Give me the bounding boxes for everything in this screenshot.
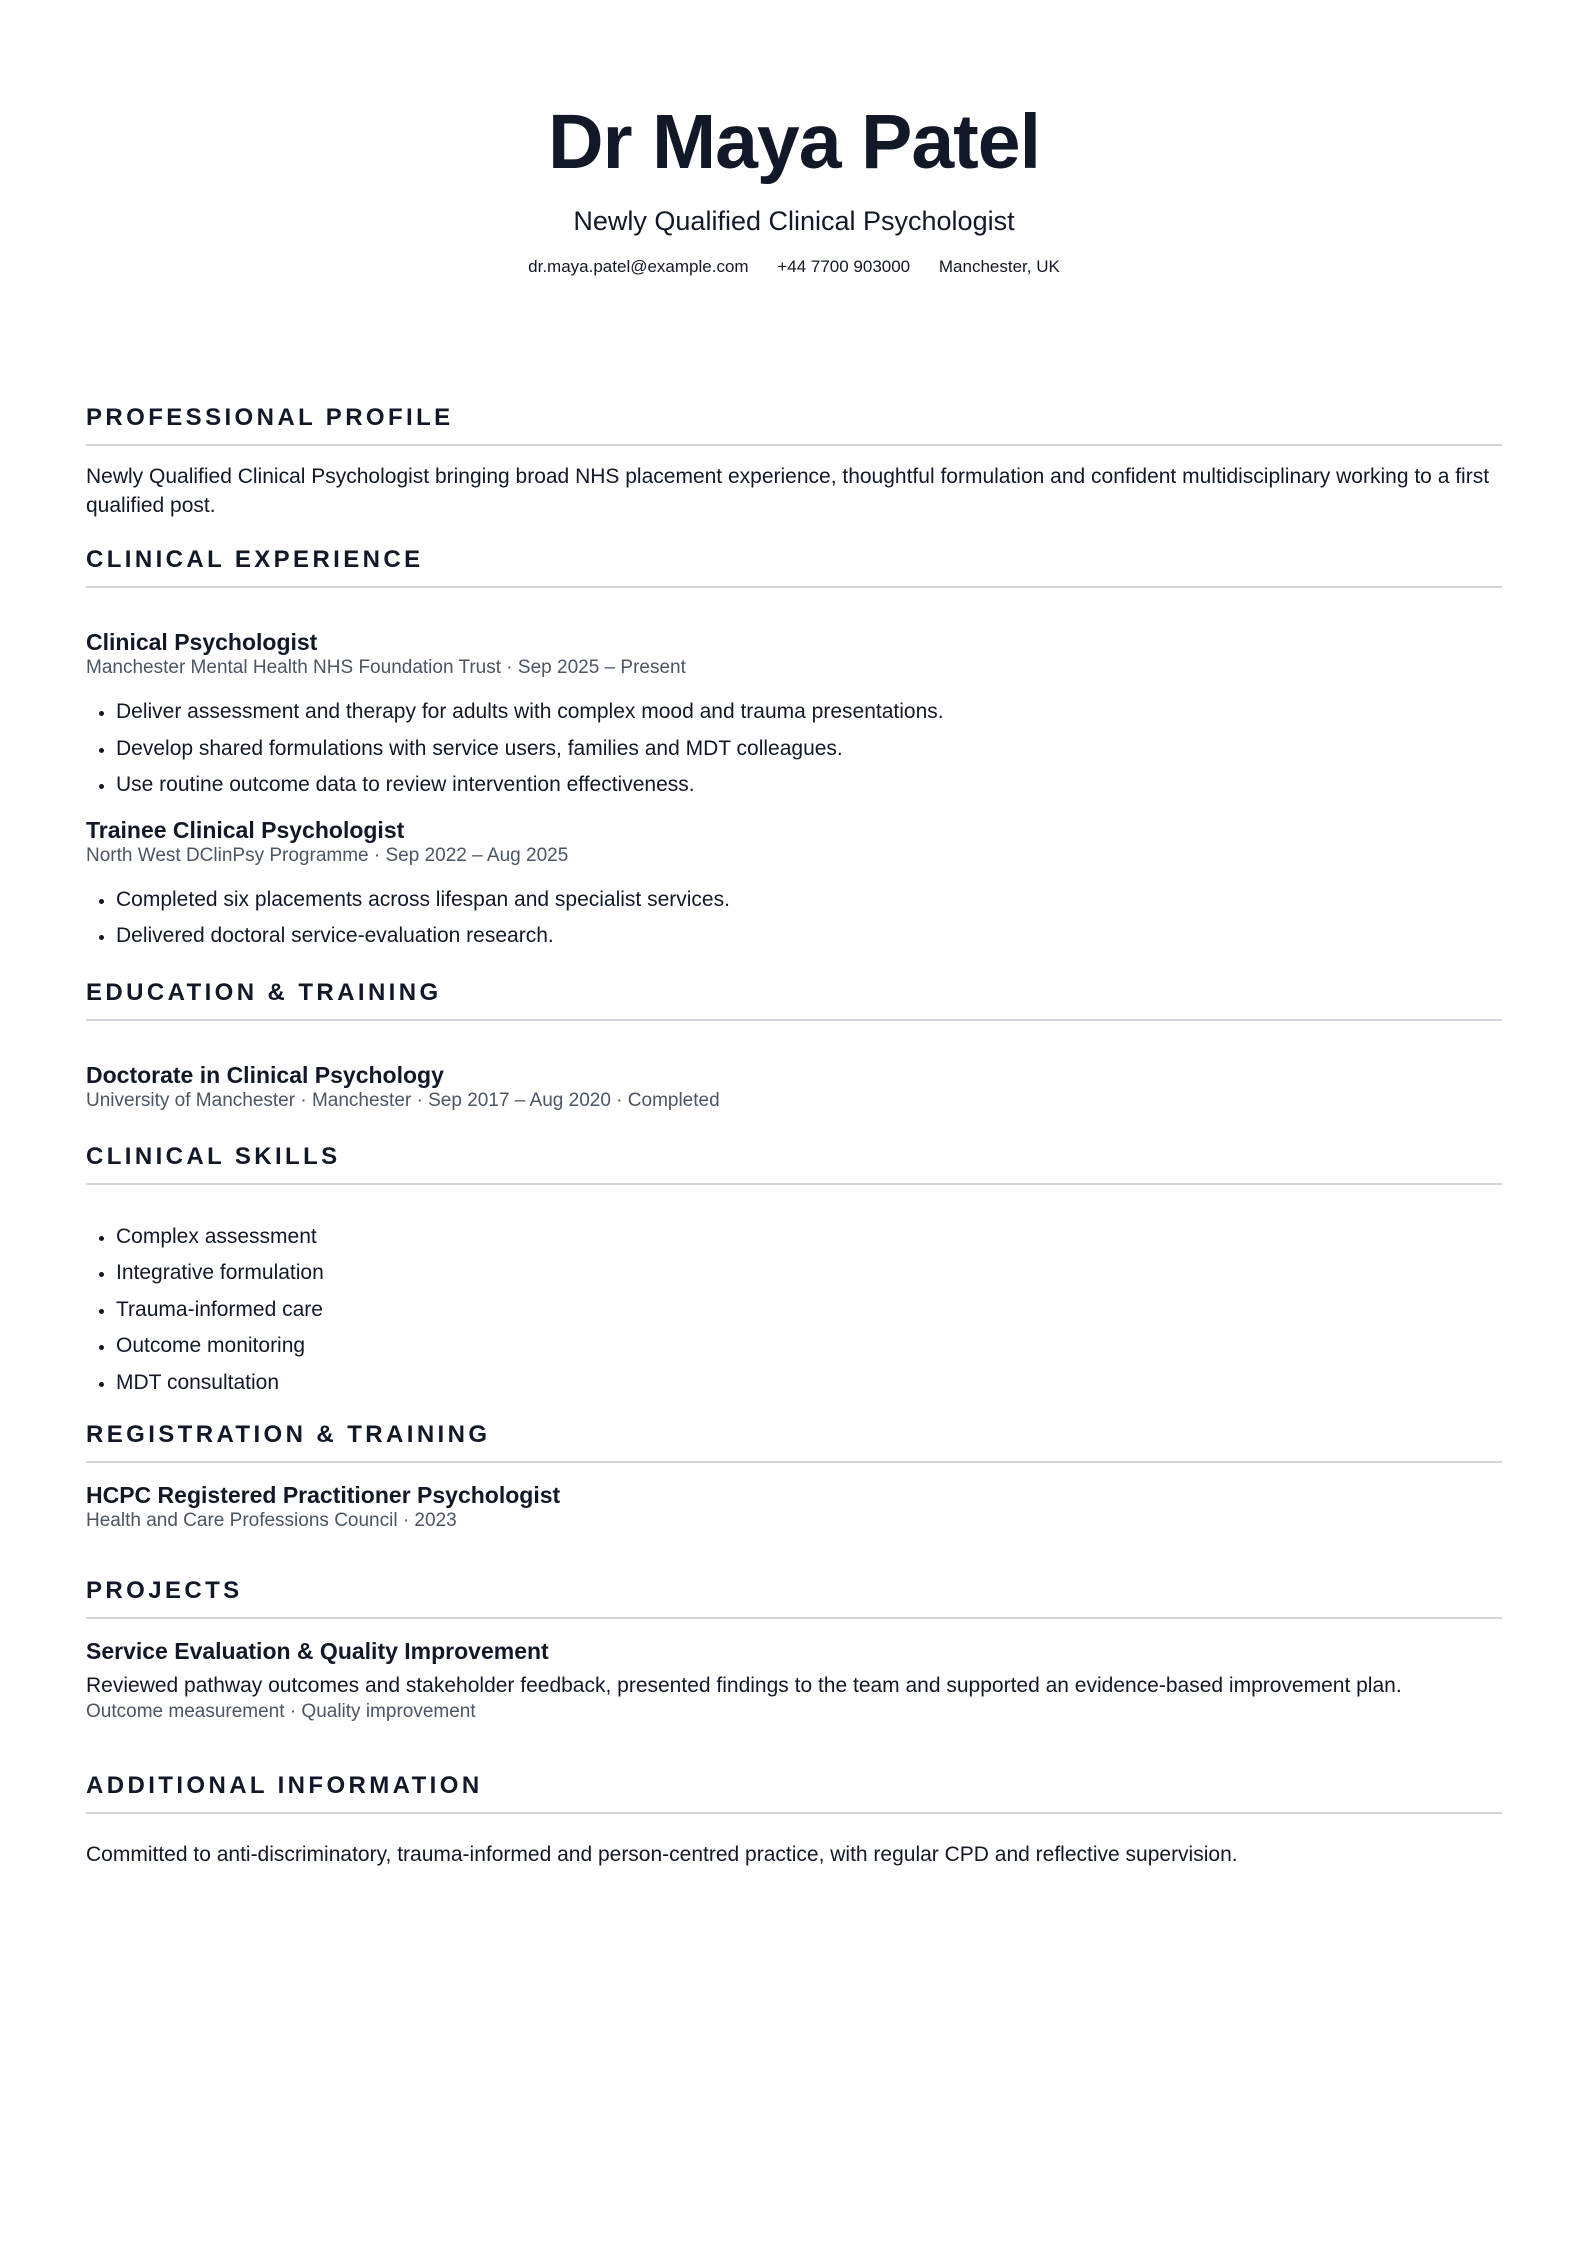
job-meta: North West DClinPsy Programme · Sep 2022 – Aug 2025 [86,844,569,866]
list-item: • Outcome monitoring [116,1328,1502,1365]
degree-title: Doctorate in Clinical Psychology [86,1061,444,1088]
registration-name: HCPC Registered Practitioner Psychologist [86,1482,561,1508]
candidate-role: Newly Qualified Clinical Psychologist [573,206,1015,236]
list-item: • Trauma-informed care [116,1292,1502,1329]
list-item: • Integrative formulation [116,1255,1502,1292]
job-title: Clinical Psychologist [86,629,318,655]
skills-list [86,1219,1502,1402]
section-title-profile: PROFESSIONAL PROFILE [86,404,1502,446]
job-title: Trainee Clinical Psychologist [86,816,405,843]
contact-phone[interactable]: +44 7700 903000 [777,257,911,276]
job-meta: Manchester Mental Health NHS Foundation Trust · Sep 2025 – Present [86,657,686,678]
profile-text: Newly Qualified Clinical Psychologist bringing broad NHS placement experience, thoughtful formulation and confident multidisciplinary working to a first qualified post. [86,465,1490,517]
list-item: • Develop shared formulations with service users, families and MDT colleagues. [116,731,1502,768]
degree-meta: University of Manchester · Manchester · Sep 2017 – Aug 2020 · Completed [86,1089,720,1111]
additional-text: Committed to anti-discriminatory, trauma-informed and person-centred practice, with regular CPD and reflective supervision. [86,1843,1238,1866]
section-title-additional: ADDITIONAL INFORMATION [86,1772,1502,1814]
section-additional [86,1772,1502,1869]
section-title-skills: CLINICAL SKILLS [86,1143,1502,1185]
section-title-education: EDUCATION & TRAINING [86,979,1502,1021]
contact-email[interactable]: dr.maya.patel@example.com [528,257,749,276]
education-entry [86,1061,1502,1113]
project-name: Service Evaluation & Quality Improvement [86,1638,549,1664]
list-item: • MDT consultation [116,1365,1502,1402]
contact-line [86,256,1502,278]
project-entry [86,1637,1502,1724]
job-bullets [86,882,1502,955]
list-item: • Use routine outcome data to review intervention effectiveness. [116,767,1502,804]
resume-header [86,0,1502,278]
list-item: • Delivered doctoral service-evaluation research. [116,918,1502,955]
list-item: • Complex assessment [116,1219,1502,1256]
candidate-name: Dr Maya Patel [547,99,1040,185]
section-experience [86,546,1502,955]
section-title-projects: PROJECTS [86,1577,1502,1619]
list-item: • Deliver assessment and therapy for adults with complex mood and trauma presentations. [116,694,1502,731]
section-title-experience: CLINICAL EXPERIENCE [86,546,1502,588]
section-title-registration: REGISTRATION & TRAINING [86,1421,1502,1463]
section-projects [86,1577,1502,1724]
job-entry [86,816,1502,955]
job-bullets [86,694,1502,804]
project-tags: Outcome measurement · Quality improvement [86,1701,476,1722]
section-profile [86,404,1502,520]
registration-meta: Health and Care Professions Council · 2023 [86,1510,457,1531]
section-education [86,979,1502,1113]
project-description: Reviewed pathway outcomes and stakeholder feedback, presented findings to the team and supported an evidence-based improvement plan. [86,1674,1402,1697]
job-entry [86,628,1502,804]
contact-location: Manchester, UK [938,257,1060,276]
section-registration [86,1421,1502,1533]
section-skills [86,1143,1502,1402]
list-item: • Completed six placements across lifespan and specialist services. [116,882,1502,919]
registration-entry [86,1481,1502,1533]
